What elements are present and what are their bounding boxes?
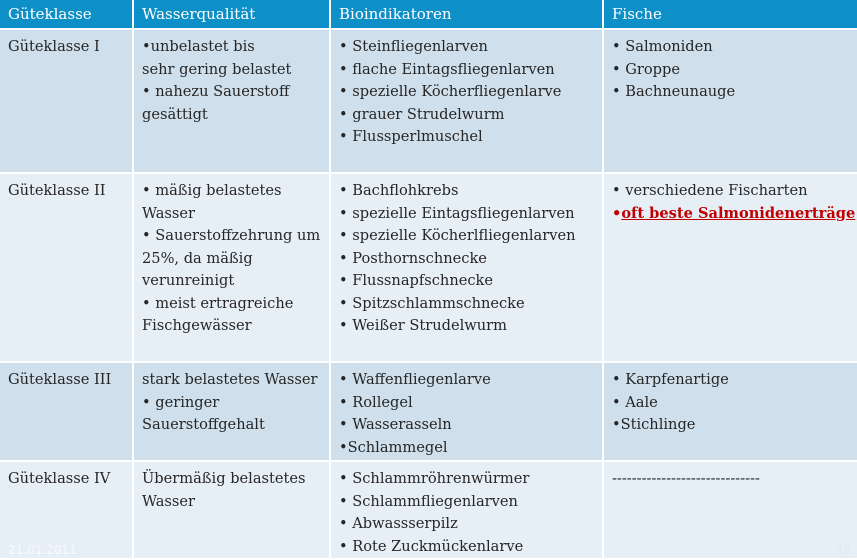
list-item: • spezielle Köcherlfliegenlarven bbox=[339, 227, 576, 244]
list-item: • spezielle Köcherfliegenlarve bbox=[339, 83, 562, 100]
header-gueteklasse: Güteklasse bbox=[0, 0, 133, 29]
text-line: verunreinigt bbox=[142, 272, 235, 289]
text-line: Wasser bbox=[142, 492, 196, 510]
list-item: • Groppe bbox=[612, 60, 680, 78]
list-item: • Weißer Strudelwurm bbox=[339, 317, 507, 334]
list-item: • Flussperlmuschel bbox=[339, 128, 483, 145]
fische-cell bbox=[603, 29, 857, 173]
text-line: • Sauerstoffzehrung um bbox=[142, 227, 321, 244]
text-line: • mäßig belastetes bbox=[142, 182, 282, 199]
table-row bbox=[0, 362, 857, 461]
text-line: Fischgewässer bbox=[142, 317, 252, 334]
list-item: • spezielle Eintagsfliegenlarven bbox=[339, 204, 575, 222]
list-item: • Wasserasseln bbox=[339, 416, 452, 433]
text-line: Übermäßig belastetes bbox=[142, 470, 306, 487]
list-item: • Waffenfliegenlarve bbox=[339, 371, 491, 388]
table-row bbox=[0, 29, 857, 173]
header-wasserqualitaet: Wasserqualität bbox=[133, 0, 330, 29]
gueteklasse-cell: Güteklasse III bbox=[0, 362, 133, 461]
list-item: •Stichlinge bbox=[612, 416, 696, 433]
table-row bbox=[0, 173, 857, 362]
header-bioindikatoren: Bioindikatoren bbox=[330, 0, 603, 29]
text-line: stark belastetes Wasser bbox=[142, 371, 318, 388]
wasserqualitaet-cell bbox=[133, 362, 330, 461]
list-item: • Schlammfliegenlarven bbox=[339, 492, 518, 510]
list-item: • Bachneunauge bbox=[612, 83, 736, 100]
bioindikatoren-cell bbox=[330, 461, 603, 559]
list-item: • Aale bbox=[612, 393, 658, 411]
list-item: • grauer Strudelwurm bbox=[339, 105, 505, 123]
wasserqualitaet-cell bbox=[133, 173, 330, 362]
list-item: • Posthornschnecke bbox=[339, 249, 487, 267]
wasserqualitaet-cell bbox=[133, 461, 330, 559]
footer-page-number: 48 bbox=[835, 543, 851, 557]
list-item: • Schlammröhrenwürmer bbox=[339, 470, 530, 487]
text-line: Sauerstoffgehalt bbox=[142, 416, 265, 433]
gueteklasse-cell: Güteklasse I bbox=[0, 29, 133, 173]
wasserqualitaet-cell bbox=[133, 29, 330, 173]
fische-cell bbox=[603, 461, 857, 559]
list-item: • verschiedene Fischarten bbox=[612, 182, 808, 199]
list-item: • Abwassserpilz bbox=[339, 515, 458, 532]
text-line: • nahezu Sauerstoff bbox=[142, 83, 290, 100]
list-item: • Bachflohkrebs bbox=[339, 182, 459, 199]
bioindikatoren-cell bbox=[330, 29, 603, 173]
list-item: • Rote Zuckmückenlarve bbox=[339, 537, 524, 555]
highlight-text: oft beste Salmonidenerträge bbox=[621, 204, 856, 222]
highlight-bullet: • bbox=[612, 204, 622, 222]
list-item: • Flussnapfschnecke bbox=[339, 272, 494, 289]
list-item: • Steinfliegenlarven bbox=[339, 38, 488, 55]
text-line: • meist ertragreiche bbox=[142, 294, 294, 312]
gueteklasse-cell: Güteklasse II bbox=[0, 173, 133, 362]
text-line: •unbelastet bis bbox=[142, 38, 255, 55]
highlight-item bbox=[612, 203, 856, 226]
text-line: Wasser bbox=[142, 204, 196, 222]
header-fische: Fische bbox=[603, 0, 857, 29]
list-item: • Rollegel bbox=[339, 393, 413, 411]
text-line: • geringer bbox=[142, 393, 220, 411]
header-row bbox=[0, 0, 857, 29]
text-line: 25%, da mäßig bbox=[142, 249, 253, 267]
list-item: • flache Eintagsfliegenlarven bbox=[339, 60, 555, 78]
gueteklasse-cell: Güteklasse IV bbox=[0, 461, 133, 559]
list-item: •Schlammegel bbox=[339, 438, 448, 456]
footer-date: 21.01.2011 bbox=[8, 543, 77, 557]
text-line: gesättigt bbox=[142, 105, 208, 123]
fische-cell bbox=[603, 362, 857, 461]
list-item: • Spitzschlammschnecke bbox=[339, 294, 525, 312]
table-row bbox=[0, 461, 857, 559]
dashed-placeholder: ------------------------------ bbox=[612, 470, 760, 487]
bioindikatoren-cell bbox=[330, 362, 603, 461]
list-item: • Karpfenartige bbox=[612, 371, 729, 388]
fische-cell bbox=[603, 173, 857, 362]
text-line: sehr gering belastet bbox=[142, 60, 292, 78]
list-item: • Salmoniden bbox=[612, 38, 713, 55]
bioindikatoren-cell bbox=[330, 173, 603, 362]
